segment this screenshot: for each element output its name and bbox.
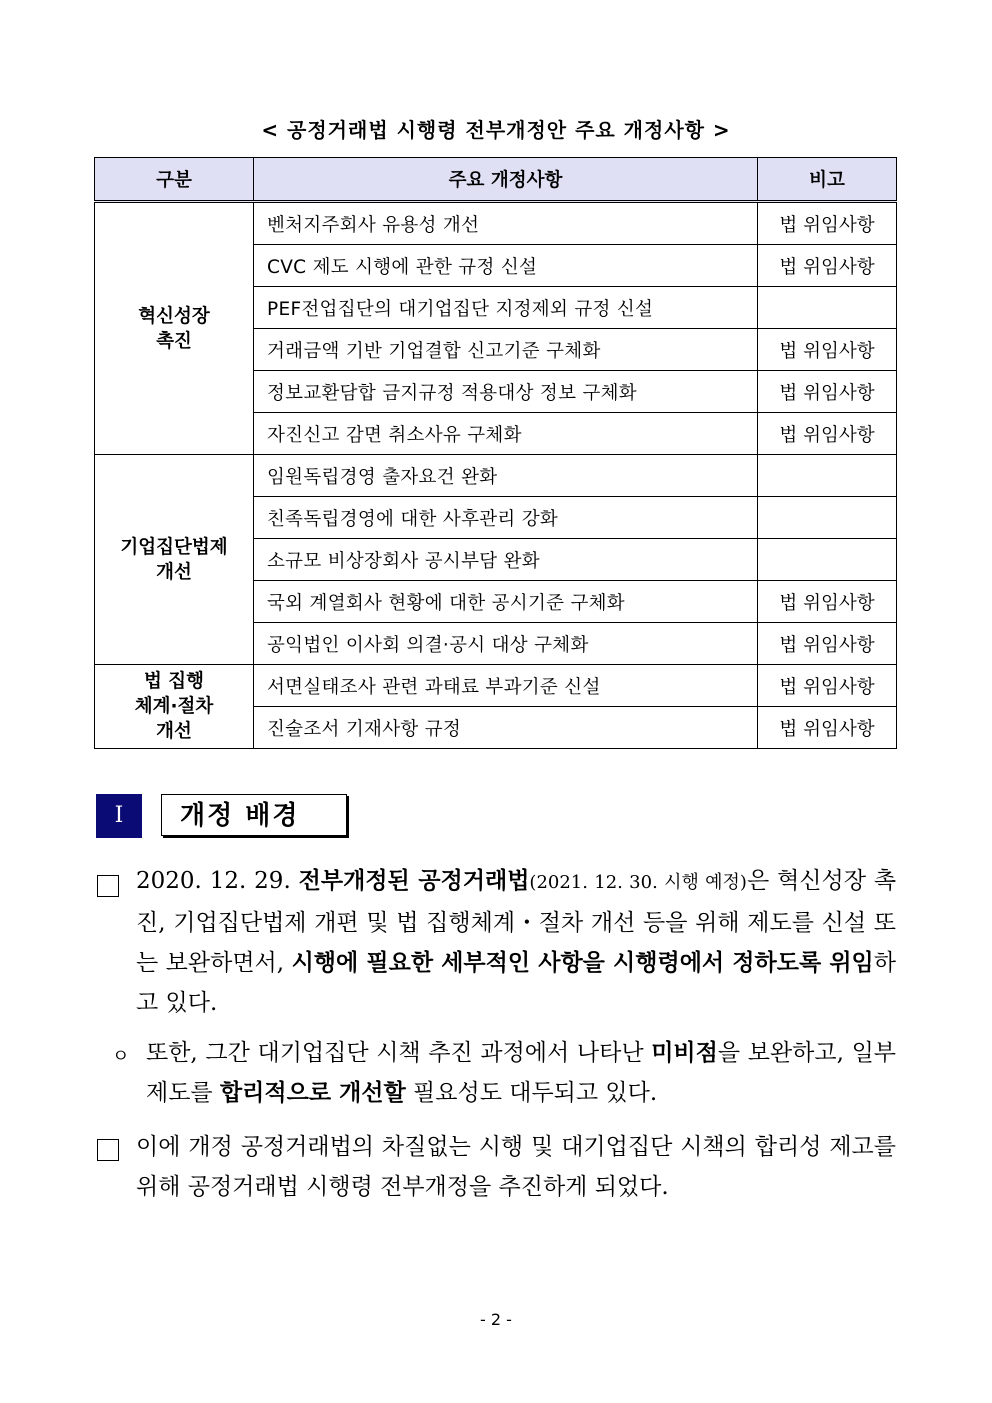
section-title: 개정 배경 <box>161 794 347 836</box>
category-cell: 법 집행 체계·절차 개선 <box>95 665 254 749</box>
p2-text-2: 을 보완하고, 일부 제도를 <box>146 1040 897 1106</box>
amendment-item-cell: 거래금액 기반 기업결합 신고기준 구체화 <box>254 329 758 371</box>
amendment-item-cell: 정보교환담합 금지규정 적용대상 정보 구체화 <box>254 371 758 413</box>
amendment-table <box>94 157 897 749</box>
square-bullet-icon <box>97 875 119 897</box>
note-cell <box>758 455 897 497</box>
p1-date: 2020. 12. 29. <box>136 868 291 894</box>
table-row <box>95 665 897 707</box>
table-header-row <box>95 158 897 202</box>
note-cell: 법 위임사항 <box>758 413 897 455</box>
amendment-item-cell: 서면실태조사 관련 과태료 부과기준 신설 <box>254 665 758 707</box>
header-category: 구분 <box>95 158 254 202</box>
note-cell: 법 위임사항 <box>758 707 897 749</box>
p1-text-1: 은 혁신성장 촉진, 기업집단법제 개편 및 법 집행체계・절차 개선 등을 위해 제도를 신설 또는 보완하면서, <box>136 868 897 976</box>
table-row <box>95 202 897 245</box>
category-cell: 기업집단법제 개선 <box>95 455 254 665</box>
amendment-item-cell: 소규모 비상장회사 공시부담 완화 <box>254 539 758 581</box>
note-cell: 법 위임사항 <box>758 202 897 245</box>
p1-text-2: 하고 있다. <box>136 950 896 1016</box>
p1-bold-law: 전부개정된 공정거래법 <box>298 867 530 894</box>
amendment-item-cell: PEF전업집단의 대기업집단 지정제외 규정 신설 <box>254 287 758 329</box>
p2-text-3: 필요성도 대두되고 있다. <box>413 1080 658 1106</box>
note-cell: 법 위임사항 <box>758 245 897 287</box>
note-cell: 법 위임사항 <box>758 371 897 413</box>
note-cell: 법 위임사항 <box>758 665 897 707</box>
header-amendment: 주요 개정사항 <box>254 158 758 202</box>
circle-bullet-icon: ㅇ <box>112 1046 130 1067</box>
amendment-item-cell: 공익법인 이사회 의결·공시 대상 구체화 <box>254 623 758 665</box>
p2-bold-improve: 합리적으로 개선할 <box>219 1079 406 1106</box>
table-row <box>95 455 897 497</box>
amendment-item-cell: 자진신고 감면 취소사유 구체화 <box>254 413 758 455</box>
square-bullet-icon <box>97 1139 119 1161</box>
note-cell <box>758 287 897 329</box>
note-cell: 법 위임사항 <box>758 623 897 665</box>
amendment-item-cell: 진술조서 기재사항 규정 <box>254 707 758 749</box>
header-note: 비고 <box>758 158 897 202</box>
amendment-item-cell: 친족독립경영에 대한 사후관리 강화 <box>254 497 758 539</box>
paragraph-3: 이에 개정 공정거래법의 차질없는 시행 및 대기업집단 시책의 합리성 제고를 위해 공정거래법 시행령 전부개정을 추진하게 되었다. <box>136 1134 896 1200</box>
paragraph-2 <box>146 1033 896 1113</box>
amendment-item-cell: CVC 제도 시행에 관한 규정 신설 <box>254 245 758 287</box>
amendment-item-cell: 벤처지주회사 유용성 개선 <box>254 202 758 245</box>
p1-bold-delegation: 시행에 필요한 세부적인 사항을 시행령에서 정하도록 위임 <box>291 949 874 976</box>
p2-bold-deficiency: 미비점 <box>651 1039 718 1066</box>
page-number: - 2 - <box>480 1310 512 1329</box>
amendment-item-cell: 국외 계열회사 현황에 대한 공시기준 구체화 <box>254 581 758 623</box>
note-cell <box>758 539 897 581</box>
p1-effective-date: (2021. 12. 30. 시행 예정) <box>529 872 747 893</box>
amendment-item-cell: 임원독립경영 출자요건 완화 <box>254 455 758 497</box>
note-cell <box>758 497 897 539</box>
p2-text-1: 또한, 그간 대기업집단 시책 추진 과정에서 나타난 <box>146 1040 644 1066</box>
paragraph-1 <box>136 861 896 1023</box>
category-cell: 혁신성장 촉진 <box>95 202 254 455</box>
section-number-badge: Ⅰ <box>96 794 142 838</box>
note-cell: 법 위임사항 <box>758 329 897 371</box>
table-title: < 공정거래법 시행령 전부개정안 주요 개정사항 > <box>261 118 731 142</box>
note-cell: 법 위임사항 <box>758 581 897 623</box>
